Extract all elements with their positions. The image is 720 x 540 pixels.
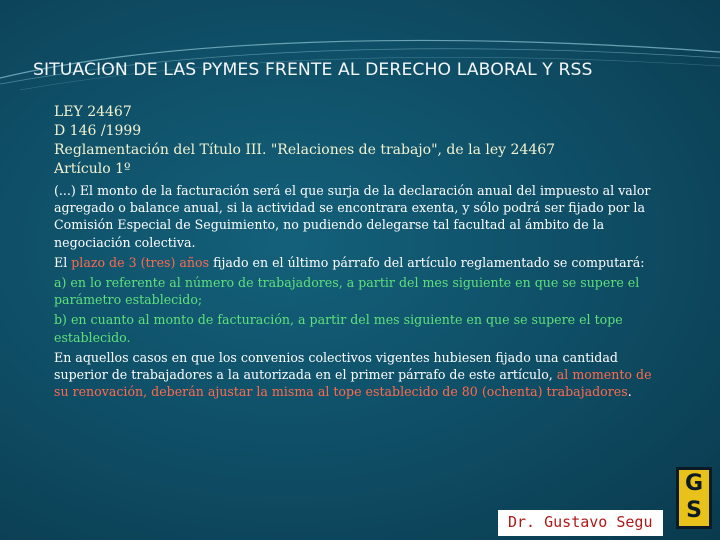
convenios-post: .: [627, 384, 632, 400]
slide-title: SITUACION DE LAS PYMES FRENTE AL DERECHO LABORAL Y RSS: [33, 60, 593, 80]
plazo-post: fijado en el último párrafo del artículo reglamentado se computará:: [209, 254, 645, 270]
slide-content: [54, 103, 666, 403]
paragraph-item-b: b) en cuanto al monto de facturación, a partir del mes siguiente en que se supere el tope establecido.: [54, 312, 623, 345]
gs-logo: [676, 467, 712, 529]
plazo-highlight: plazo de 3 (tres) años: [71, 254, 210, 270]
plazo-pre: El: [54, 254, 72, 270]
logo-letter-s: S: [686, 498, 702, 523]
article-body: [54, 182, 666, 400]
paragraph-convenios: [54, 349, 666, 401]
logo-letter-g: G: [684, 471, 704, 496]
heading-ley: LEY 24467: [54, 104, 132, 120]
heading-articulo: Artículo 1º: [54, 161, 131, 177]
author-signature: Dr. Gustavo Segu: [498, 510, 663, 536]
convenios-highlight: al momento de su renovación, deberán ajustar la misma al tope establecido de 80 (ochenta) trabajadores: [54, 367, 652, 400]
convenios-pre: En aquellos casos en que los convenios colectivos vigentes hubiesen fijado una cantidad superior de trabajadores a la autorizada en el primer párrafo de este artículo,: [54, 349, 618, 383]
paragraph-plazo: [54, 254, 666, 271]
heading-reglamentacion: Reglamentación del Título III. "Relaciones de trabajo", de la ley 24467: [54, 142, 556, 158]
paragraph-facturacion: (...) El monto de la facturación será el que surja de la declaración anual del impuesto al valor agregado o balance anual, si la actividad se encontrara exenta, y sólo podrá ser fijado por la Comisión Especial de Seguimiento, no pudiendo delegarse tal facultad al ámbito de la negociación colectiva.: [54, 183, 651, 250]
heading-decreto: D 146 /1999: [54, 123, 142, 139]
paragraph-item-a: a) en lo referente al número de trabajadores, a partir del mes siguiente en que se supere el parámetro establecido;: [54, 275, 640, 308]
